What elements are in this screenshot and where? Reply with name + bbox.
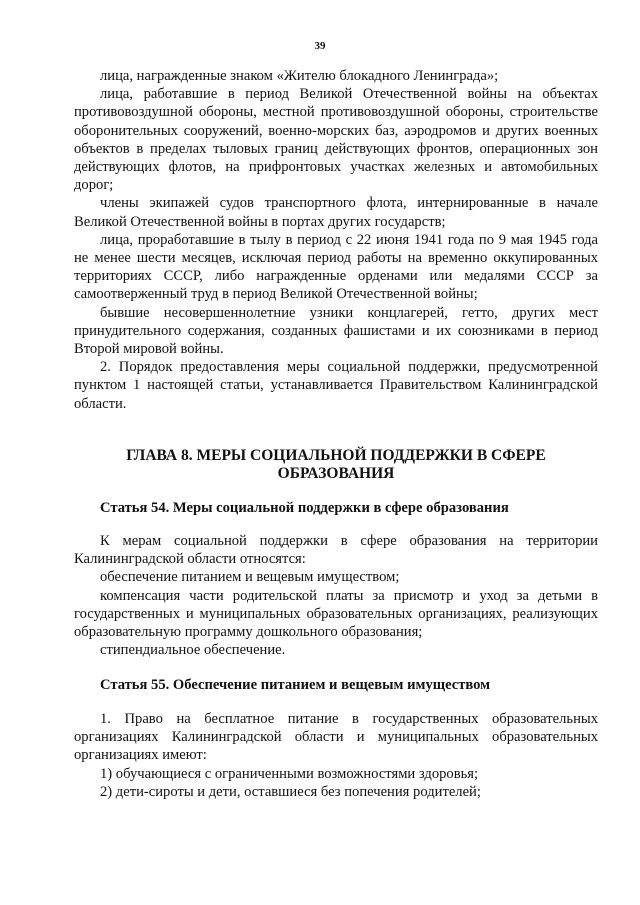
article-54-title: Статья 54. Меры социальной поддержки в сфере образования bbox=[100, 500, 509, 516]
article-55-title: Статья 55. Обеспечение питанием и вещевым имуществом bbox=[100, 677, 491, 693]
paragraph: компенсация части родительской платы за присмотр и уход за детьми в государственных и муниципальных образовательных организациях, реализующих образовательную программу дошкольного образования; bbox=[74, 587, 598, 641]
paragraph: члены экипажей судов транспортного флота, интернированные в начале Великой Отечественной войны в портах других государств; bbox=[74, 195, 598, 230]
paragraph: лица, работавшие в период Великой Отечественной войны на объектах противовоздушной обороны, местной противовоздушной обороны, строительстве оборонительных сооружений, военно-морских баз, аэродромов и других военных объектов в пределах тыловых границ действующих фронтов, операционных зон действующих флотов, на прифронтовых участках железных и автомобильных дорог; bbox=[74, 86, 598, 194]
continuation-block bbox=[74, 67, 598, 413]
paragraph: бывшие несовершеннолетние узники концлагерей, гетто, других мест принудительного содержания, созданных фашистами и их союзниками в период Второй мировой войны. bbox=[74, 304, 598, 358]
page-number: 39 bbox=[314, 40, 326, 52]
paragraph: лица, награжденные знаком «Жителю блокадного Ленинграда»; bbox=[100, 68, 499, 84]
paragraph: лица, проработавшие в тылу в период с 22 июня 1941 года по 9 мая 1945 года не менее шести месяцев, исключая период работы на временно оккупированных территориях СССР, либо награжденные орденами или медалями СССР за самоотверженный труд в период Великой Отечественной войны; bbox=[74, 231, 598, 303]
chapter-heading-line1: ГЛАВА 8. МЕРЫ СОЦИАЛЬНОЙ ПОДДЕРЖКИ В СФЕРЕ bbox=[126, 447, 546, 464]
paragraph: 1) обучающиеся с ограниченными возможностями здоровья; bbox=[100, 765, 479, 782]
paragraph: стипендиальное обеспечение. bbox=[100, 642, 286, 659]
chapter-heading-line2: ОБРАЗОВАНИЯ bbox=[277, 465, 395, 482]
paragraph: обеспечение питанием и вещевым имуществом; bbox=[100, 569, 400, 586]
paragraph: 1. Право на бесплатное питание в государственных образовательных организациях Калининградской области и муниципальных образовательных организациях имеют: bbox=[74, 711, 598, 764]
paragraph: 2. Порядок предоставления меры социальной поддержки, предусмотренной пунктом 1 настоящей статьи, устанавливается Правительством Калининградской области. bbox=[74, 359, 598, 412]
chapter-heading bbox=[74, 447, 598, 483]
paragraph: К мерам социальной поддержки в сфере образования на территории Калининградской области относятся: bbox=[74, 533, 598, 568]
article-55-body bbox=[74, 710, 598, 801]
paragraph: 2) дети-сироты и дети, оставшиеся без попечения родителей; bbox=[100, 783, 481, 800]
article-54-body bbox=[74, 532, 598, 659]
